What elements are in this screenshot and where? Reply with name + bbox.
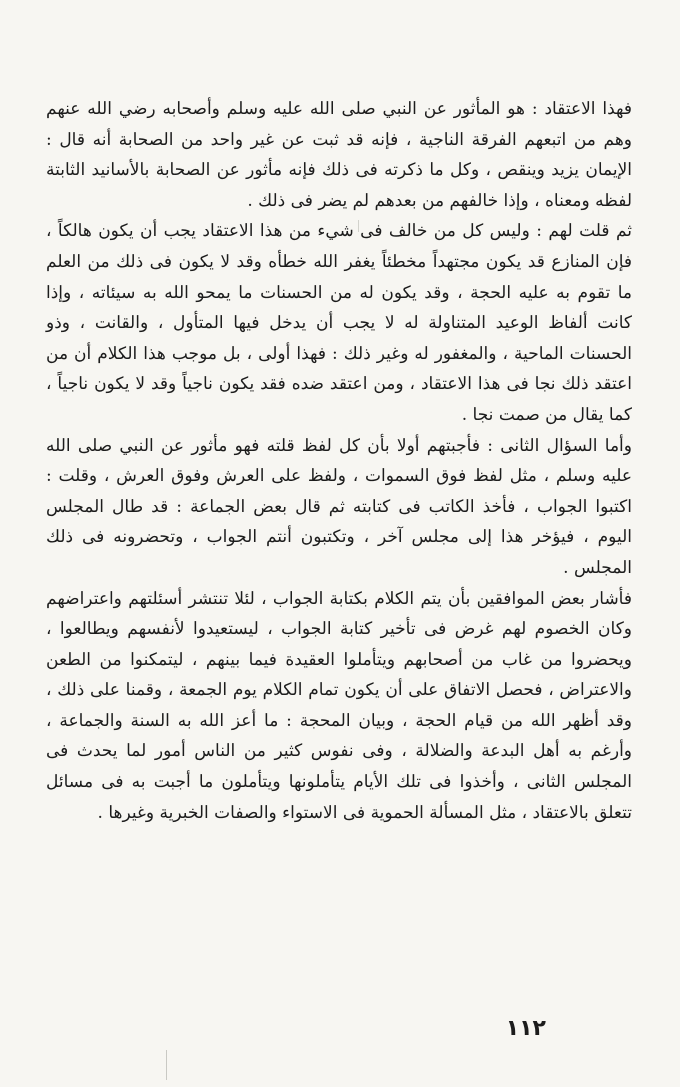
- body-text: [46, 94, 632, 828]
- paragraph-4: فأشار بعض الموافقين بأن يتم الكلام بكتابة الجواب ، لئلا تنتشر أسئلتهم واعتراضهم وكان الخصوم لهم غرض فى تأخير كتابة الجواب ، ليستعيدوا لأنفسهم ويطالعوا ، ويحضروا من غاب من أصحابهم ويتأملوا العقيدة فيما بينهم ، ليتمكنوا من الطعن والاعتراض ، فحصل الاتفاق على أن يكون تمام الكلام يوم الجمعة ، وقمنا على ذلك ، وقد أظهر الله من قيام الحجة ، وبيان المحجة : ما أعز الله به السنة والجماعة ، وأرغم به أهل البدعة والضلالة ، وفى نفوس كثير من الناس أمور لما يحدث فى المجلس الثانى ، وأخذوا فى تلك الأيام يتأملونها ويتأملون ما أجبت به فى مسائل تتعلق بالاعتقاد ، مثل المسألة الحموية فى الاستواء والصفات الخبرية وغيرها .: [46, 588, 632, 823]
- page-fold-line: [166, 1050, 167, 1080]
- paragraph-2: ثم قلت لهم : وليس كل من خالف فى شيء من هذا الاعتقاد يجب أن يكون هالكاً ، فإن المنازع قد يكون مجتهداً مخطئاً يغفر الله خطأه وقد لا يكون فى ذلك من العلم ما تقوم به عليه الحجة ، وقد يكون له من الحسنات ما يمحو الله به سيئاته ، وإذا كانت ألفاظ الوعيد المتناولة له لا يجب أن يدخل فيها المتأول ، والقانت ، وذو الحسنات الماحية ، والمغفور له وغير ذلك : فهذا أولى ، بل موجب هذا الكلام أن من اعتقد ذلك نجا فى هذا الاعتقاد ، ومن اعتقد ضده فقد يكون ناجياً وقد لا يكون ناجياً ، كما يقال من صمت نجا .: [46, 221, 632, 425]
- paragraph-3: وأما السؤال الثانى : فأجبتهم أولا بأن كل لفظ قلته فهو مأثور عن النبي صلى الله عليه وسلم ، مثل لفظ فوق السموات ، ولفظ على العرش وفوق العرش ، وقلت : اكتبوا الجواب ، فأخذ الكاتب فى كتابته ثم قال بعض الجماعة : قد طال المجلس اليوم ، فيؤخر هذا إلى مجلس آخر ، وتكتبون أنتم الجواب ، وتحضرونه فى ذلك المجلس .: [46, 435, 632, 578]
- page-number: ١١٢: [505, 1016, 546, 1041]
- paragraph-1: فهذا الاعتقاد : هو المأثور عن النبي صلى الله عليه وسلم وأصحابه رضي الله عنهم وهم من اتبعهم الفرقة الناجية ، فإنه قد ثبت عن غير واحد من الصحابة أنه قال : الإيمان يزيد وينقص ، وكل ما ذكرته فى ذلك فإنه مأثور عن الصحابة بالأسانيد الثابتة لفظه ومعناه ، وإذا خالفهم من بعدهم لم يضر فى ذلك .: [46, 99, 632, 211]
